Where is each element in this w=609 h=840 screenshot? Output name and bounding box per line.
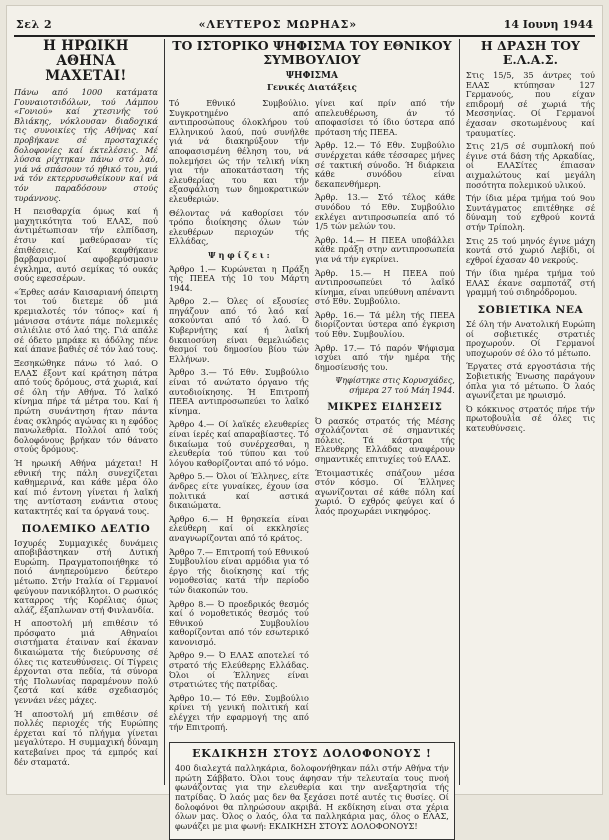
article-paragraph: Τό Εθνικό Συμβούλιο. Συγκροτημένο από αντιπροσώπους όλοκλήρου τού Ελληνικού λαού, πού συνήλθε γιά νά διακηρύξουν τήν αποφασισμένη θέληση του, νά πολεμήσει ώς τήν τελική νίκη για τήν αποκατάσταση τής ελευθερίας του και τήν εξασφάλιση των δημοκρατικών ελευθεριών. <box>168 98 309 204</box>
col1-paragraph: Η πεισθαρχία όμως καί ή μαχητικότητα τού ΕΛΑΣ, πού άντιμέτωπισαν τήν ελπίδαση, έτσιν καί μαθεύρασαν τίς έπιθέσεις. Καί καφθήκανε βαρβαρισμοί αφοβερύσμασιν έγκλημα, αυτό σεμίκας τό ουκάς σούς εφεσσέρων. <box>14 206 158 284</box>
column-1 <box>14 39 158 785</box>
issue-date: 14 Ιουνη 1944 <box>503 17 593 31</box>
section-title-short-news: ΜΙΚΡΕΣ ΕΙΔΗΣΕΙΣ <box>327 401 443 413</box>
columns <box>14 38 595 831</box>
col3-paragraph: Τήν ίδια ημέρα τμήμα τού ΕΛΑΣ έκανε σαμποτάζ στή γραμμή τού σιδηρόδρομου. <box>465 268 595 298</box>
page-header <box>16 15 593 33</box>
col1-section2-paragraph: Ή αποστολή μή επιθέσιν σέ πολλές περιοχές τής Ευρώπης έρχεται καί τό πλήγμα γίνεται μεγαλύτερο. Η συμμαχική δύναμη κατεβαίνει προς τά εμπρός καί δέν σταματά. <box>14 708 158 767</box>
header-rule <box>14 35 595 37</box>
bottom-box-vengeance <box>169 742 455 840</box>
col1-paragraph: Ξεσηκώθηκε πάνω τό λαό. Ο ΕΛΑΣ έξοντ καί κράτηση πάτρα από τούς δρόμους, στά χωριά, καί σέ όλη τήν Αθήνα. Τό λαϊκό κίνημα πήρε τά μέτρα του. Καί ή πρώτη συνάντηση ήταν πάντα ένας σκληρός αγώνας κι η εφόδος πανωλεθρία. Πολλοί από τούς δολοφόνους βρήκαν τόν θάνατο στούς δρόμους. <box>14 358 158 455</box>
column-2 <box>164 38 460 831</box>
news-paragraph: Ό ρασκός στρατός τής Μέσης σχολάζονται σέ σημαντικές πόλεις. Τά κάστρα τής Ελευθερης Ελλάδας αναφέρουν σημαντικές επιτυχίες τού ΕΛΑΣ. <box>314 415 455 464</box>
newspaper-page <box>6 5 603 831</box>
article-paragraph: Άρθρο 5.— Όλοι οί Έλληνες, είτε άνδρες είτε γυναίκες, έχουν ίσα πολιτικά καί αστικά δικαιώματα. <box>168 471 309 511</box>
bottom-box-title: ΕΚΔΙΚΗΣΗ ΣΤΟΥΣ ΔΟΛΟΦΟΝΟΥΣ ! <box>192 747 432 761</box>
article-paragraph: Άρθρο 4.— Οί λαϊκές ελευθερίες είναι ίερές καί απαραβίαστες. Τό δικαίωμα τού συνέρχεσθαι, η ελευθερία τού τύπου και τού λόγου καθορίζονται από τό νόμο. <box>168 419 309 468</box>
page-number: Σελ 2 <box>16 17 53 31</box>
col3-paragraph: Στις 21/5 σέ συμπλοκή πού έγινε στά δάση τής Αρκαδίας, οί ΕΛΑΣίτες έπιασαν αιχμαλώτους καί μεγάλη ποσότητα πολεμικού υλικού. <box>465 141 595 190</box>
col3-section2-paragraph: Σέ όλη τήν Ανατολική Ευρώπη οί σοβιετικές στρατιές προχωρούν. Οί Γερμανοί υποχωρούν σέ όλο τό μέτωπο. <box>465 319 595 358</box>
article-paragraph: Άρθρο 1.— Κυρώνεται η Πράξη τής ΠΕΕΑ τής 10 του Μάρτη 1944. <box>168 263 309 293</box>
article-paragraph: Άρθρ. 14.— Η ΠΕΕΑ υποβάλλει κάθε πράξη στην αντιπροσωπεία για νά τήν εγκρίνει. <box>314 234 455 264</box>
news-paragraph: Έτοιμαστικές σπάζουν μέσα στόν κόσμο. Οί Έλληνες αγωνίζονται σέ κάθε πόλη καί χωριό. Ό εχθρός φεύγει καί ό λαός προχωράει νικηφόρος. <box>314 467 455 516</box>
article-paragraph: Άρθρο 10.— Τό Εθν. Συμβούλιο κρίνει τή γενική πολιτική καί ελέγχει τήν εφαρμογή της από τήν Επιτροπή. <box>168 692 309 732</box>
section-title-war-bulletin: ΠΟΛΕΜΙΚΟ ΔΕΛΤΙΟ <box>21 522 151 535</box>
col1-paragraph: «Έρθες ασάν Καισαριανή όπειρτη τοι τού διετεμε όδ μιά κρεμιαλοτές τόν τόπος» καί ή μάνισσα στάντε πάμε πολεμικές σιλιέιλιε στό λαό της. Γιά απάλε σέ όδετο μπράκε κι άδόλης πένε καί άπανε βαθιές σέ τόν λαό τους. <box>14 286 158 355</box>
col1-paragraph: Ή ηρωική Αθήνα μάχεται! Η εθνική της πάλη συνεχίζεται καθημερινά, και κάθε μέρα όλο καί πιό έντονη γίνεται ή λαϊκή της αντίσταση ενάντια στους κατακτητές καί τα όργανά τους. <box>14 457 158 516</box>
headline-elas-action: Η ΔΡΑΣΗ ΤΟΥ Ε.Λ.Α.Σ. <box>480 38 580 67</box>
article-paragraph: Άρθρο 6.— Η θρησκεία είναι ελεύθερη καί οί εκκλησίες αναγνωρίζονται από τό κράτος. <box>168 513 309 543</box>
newspaper-title: «ΛΕΥΤΕΡΟΣ ΜΩΡΗΑΣ» <box>198 17 358 31</box>
resolution-right <box>315 99 455 736</box>
col1-section2-paragraph: Η αποστολή μή επιθέσιν τό πρόσφατο μιά Αθηναίοι σιστήματα έταιναν καί έκαναν δικαιώματα τής διεύρυνσης σέ όλες τις κατευθύνσεις. Οί Τίγρεις έρχονται στα πεδία, τά σύνορα τής Πολωνίας παραμένουν πολύ ζεστά καί κάθε σχεδιασμός γεννάει νέες μάχες. <box>14 618 158 706</box>
col3-paragraph: Τήν ίδια μέρα τμήμα τού 9ου Συντάγματος επιτέθηκε σέ δύναμη τού εχθρού κοντά στήν Τρίπολη. <box>465 193 595 232</box>
col3-section2-paragraph: Έργατες στά εργοστάσια τής Σοβιετικής Ένωσης παράγουν όπλα για τό μέτωπο. Ό λαός αγωνίζεται με ηρωισμό. <box>465 361 595 401</box>
article-paragraph: Άρθρο 9.— Ό ΕΛΑΣ αποτελεί τό στρατό τής Ελεύθερης Ελλάδας. Όλοι οί Έλληνες είναι στρατιώτες τής πατρίδας. <box>168 650 309 690</box>
article-paragraph: Άρθρ. 12.— Τό Εθν. Συμβούλιο συνέρχεται κάθε τέσσαρες μήνες σέ τακτική σύνοδο. Ή διάρκεια κάθε συνόδου είναι δεκαπενθήμερη. <box>314 140 455 189</box>
resolution-signature: Ψηφίστηκε στις Κορυσχάδες, σήμερα 27 τού Μάη 1944. <box>335 376 455 396</box>
article-paragraph: Άρθρο 7.— Επιτροπή τού Εθνικού Συμβουλίου είναι αρμόδια για τό έργο τής διοίκησης καί τής νομοθεσίας κατά τήν περίοδο τών διακοπών του. <box>168 546 309 595</box>
col1-paragraph: Πάνω από 1000 κατάματα Γουναιοτσιδόλων, τού Λάμπου «Γονιού» καί χτεσινής τού Βλιάκης, νόκλουσαν διαδοχικά τις συνοικίες τής Αθήνας καί προβήκανε σέ προσταχικές δολοφονίες καί έκτελέσεις. Μέ λύσσα ρίχτηκαν πάνω στό λαό, γιά νά σπάσουν τό ηθικό του, γιά νά τόν εκτερρυσωθείκουν καί νά τόν παραδόσουν στούς τυράννους. <box>14 87 158 203</box>
article-paragraph: Άρθρ. 15.— Η ΠΕΕΑ πού αντιπροσωπεύει τό λαϊκό κίνημα, είναι υπεύθυνη απέναντι στό Εθν. Συμβούλιο. <box>314 267 455 307</box>
col3-paragraph: Στις 25 τού μηνός έγινε μάχη κοντά στό χωριό Λεβίδι, οί εχθροί έχασαν 40 νεκρούς. <box>465 235 595 265</box>
article-paragraph: γίνει καί πρίν από τήν απελευθέρωση, άν τό αποφασίσει τό ίδιο ύστερα από πρόταση τής ΠΕΕΑ. <box>314 98 455 137</box>
col3-paragraph: Στις 15/5, 35 άντρες τού ΕΛΑΣ κτύπησαν 127 Γερμανούς, που είχαν επιδρομή σέ χωριά τής Μεσσηνίας. Οί Γερμανοί έχασαν σκοτωμένους καί τραυματίες. <box>465 70 595 138</box>
col3-section2-paragraph: Ό κόκκινος στρατός πήρε τήν πρωτοβουλία σέ όλες τις κατευθύνσεις. <box>465 403 595 433</box>
article-paragraph: Θέλοντας νά καθορίσει τόν τρόπο διοίκησης όλων τών ελευθέρων περιοχών τής Ελλάδας, <box>168 207 309 247</box>
bottom-box-paragraph: 400 διαλεχτά παλληκάρια, δολοφονήθηκαν πάλι στήν Αθήνα τήν πρώτη Σάββατο. Όλοι τους άφησαν τήν τελευταία τους πνοή φωνάζοντας για την ελευθερία και την ανεξαρτησία τής πατρίδας. Ό λαός μας δεν θα ξεχάσει ποτέ αυτές τις θυσίες. Οί δολοφόνοι θα πληρώσουν ακριβά. Η εκδίκηση είναι στα χέρια όλων μας. Όλος ο λαός, όλα τα παλληκάρια μας, όλος ο ΕΛΑΣ, φωνάζει με μια φωνή: ΕΚΔΙΚΗΣΗ ΣΤΟΥΣ ΔΟΛΟΦΟΝΟΥΣ! <box>174 763 449 831</box>
resolution-subsubtitle: Γενικές Διατάξεις <box>266 83 357 93</box>
section-title-soviet-news: ΣΟΒΙΕΤΙΚΑ ΝΕΑ <box>477 304 584 317</box>
article-paragraph: Άρθρ. 17.— Τό παρόν Ψήφισμα ισχύει από τήν ημέρα τής δημοσίευσής του. <box>314 342 455 372</box>
resolution-left <box>169 99 309 736</box>
resolution-two-columns <box>169 99 455 736</box>
article-paragraph: Άρθρο 3.— Τό Εθν. Συμβούλιο είναι τό ανώτατο όργανο τής αυτοδιοίκησης. Ή Επιτροπή ΠΕΕΑ αντιπροσωπεύει το λαϊκό κίνημα. <box>168 367 309 416</box>
headline-resolution: ΤΟ ΙΣΤΟΡΙΚΟ ΨΗΦΙΣΜΑ ΤΟΥ ΕΘΝΙΚΟΥ ΣΥΜΒΟΥΛΙΟΥ <box>172 38 452 67</box>
resolution-subtitle: ΨΗΦΙΣΜΑ <box>285 71 338 81</box>
column-3 <box>466 39 595 785</box>
headline-athens: Η ΗΡΩΙΚΗ ΑΘΗΝΑ ΜΑΧΕΤΑΙ! <box>43 38 129 84</box>
article-paragraph: Ψ η φ ί ζ ε ι : <box>208 249 270 260</box>
article-paragraph: Άρθρο 8.— Ό προεδρικός θεσμός καί ό νομοθετικός θεσμός τού Εθνικού Συμβουλίου καθορίζονται από τόν εσωτερικό κανονισμό. <box>168 598 309 647</box>
article-paragraph: Άρθρ. 13.— Στό τέλος κάθε συνόδου τό Εθν. Συμβούλιο εκλέγει αντιπροσωπεία από τό 1/5 τών μελών του. <box>314 192 455 232</box>
article-paragraph: Άρθρ. 16.— Τά μέλη τής ΠΕΕΑ διορίζονται ύστερα από έγκριση τού Εθν. Συμβουλίου. <box>314 309 455 340</box>
article-paragraph: Άρθρο 2.— Όλες οί εξουσίες πηγάζουν από τό λαό καί ασκούνται από τό λαό. Ό Κυβερνήτης καί ή λαϊκή δικαιοσύνη είναι θεμελιώδεις θεσμοί τού δημοσίου βίου τών Ελλήνων. <box>168 296 309 364</box>
col1-section2-paragraph: Ισχυρές Συμμαχικές δυνάμεις αποβιβάστηκαν στή Δυτική Ευρώπη. Πραγματοποιήθηκε τό ποιό άνηπερούμενο δεύτερο μέτωπο. Στήν Ιταλία οί Γερμανοί φεύγουν πανικόβλητοι. Ο ρωσικός καταρρος τής Κορέλιας όμως αλάζ, έξαπλωναν στή Φινλανδία. <box>14 537 158 615</box>
